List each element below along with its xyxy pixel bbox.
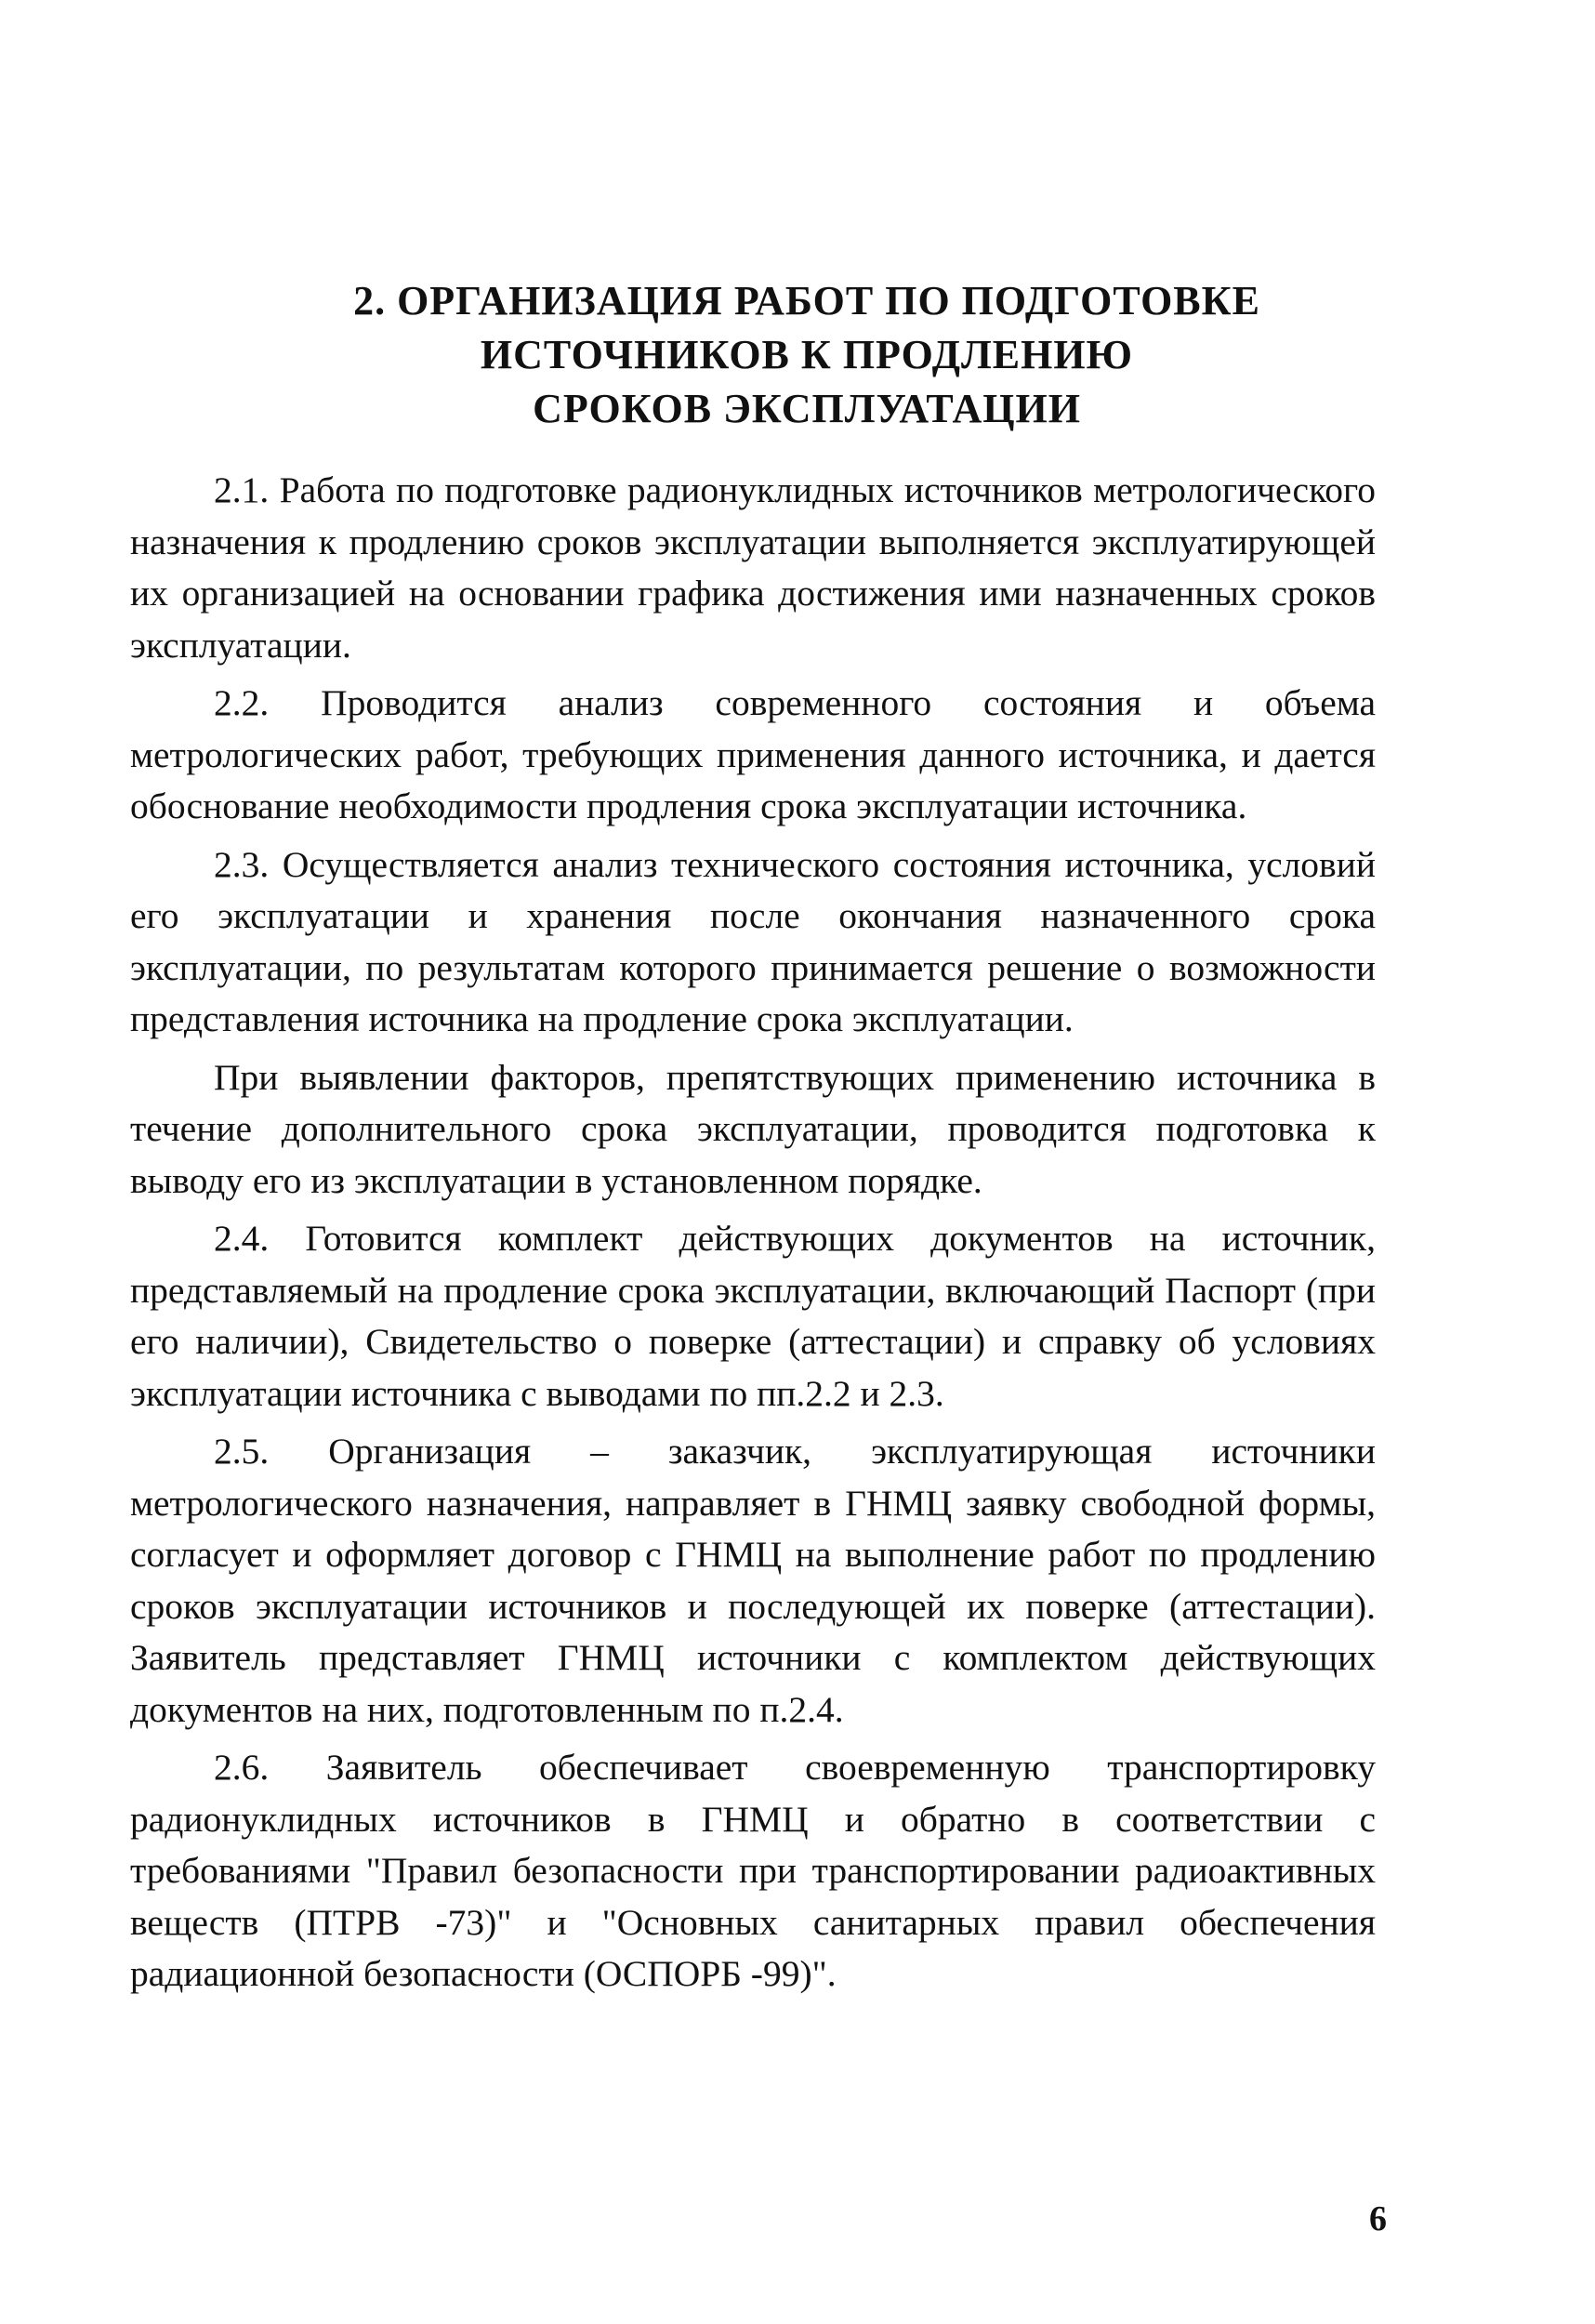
paragraph-2-1: 2.1. Работа по подготовке радионуклидных источников метрологического назначения к продлению сроков эксплуатации выполняется эксплуатирующей их организацией на основании графика достижения ими назначенных сроков эксплуатации. xyxy=(130,469,1376,666)
section-title xyxy=(223,274,1391,436)
paragraph-2-3-continuation: При выявлении факторов, препятствующих применению источника в течение дополнительного срока эксплуатации, проводится подготовка к выводу его из эксплуатации в установленном порядке. xyxy=(130,1056,1376,1201)
paragraph-2-5: 2.5. Организация – заказчик, эксплуатирующая источники метрологического назначения, направляет в ГНМЦ заявку свободной формы, согласует и оформляет договор с ГНМЦ на выполнение работ по продлению сроков эксплуатации источников и последующей их поверке (аттестации). Заявитель представляет ГНМЦ источники с комплектом действующих документов на них, подготовленным по п.2.4. xyxy=(130,1431,1376,1730)
section-title-line-3: СРОКОВ ЭКСПЛУАТАЦИИ xyxy=(533,386,1081,431)
section-title-line-1: 2. ОРГАНИЗАЦИЯ РАБОТ ПО ПОДГОТОВКЕ xyxy=(353,278,1260,324)
paragraph-2-4: 2.4. Готовится комплект действующих документов на источник, представляемый на продление срока эксплуатации, включающий Паспорт (при его наличии), Свидетельство о поверке (аттестации) и справку об условиях эксплуатации источника с выводами по пп.2.2 и 2.3. xyxy=(130,1218,1376,1414)
section-title-line-2: ИСТОЧНИКОВ К ПРОДЛЕНИЮ xyxy=(480,332,1134,377)
paragraph-2-6: 2.6. Заявитель обеспечивает своевременную транспортировку радионуклидных источников в ГНМЦ и обратно в соответствии с требованиями "Правил безопасности при транспортировании радиоактивных веществ (ПТРВ -73)" и "Основных санитарных правил обеспечения радиационной безопасности (ОСПОРБ -99)". xyxy=(130,1747,1376,1994)
body-text xyxy=(130,465,1376,2007)
paragraph-2-2: 2.2. Проводится анализ современного состояния и объема метрологических работ, требующих применения данного источника, и дается обоснование необходимости продления срока эксплуатации источника. xyxy=(130,682,1376,826)
paragraph-2-3: 2.3. Осуществляется анализ технического состояния источника, условий его эксплуатации и хранения после окончания назначенного срока эксплуатации, по результатам которого принимается решение о возможности представления источника на продление срока эксплуатации. xyxy=(130,843,1376,1039)
page-number: 6 xyxy=(1369,2199,1387,2238)
